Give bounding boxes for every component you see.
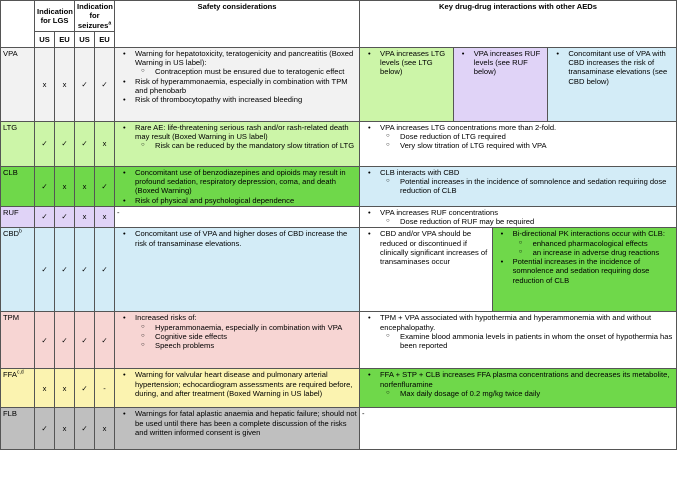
- sub-item: ○ Potential increases in the incidence of somnolence and sedation requiring dose reduction of CLB: [394, 177, 674, 196]
- safety-item: • Risk of hyperammonaemia, especially in combination with TPM and phenobarb: [129, 77, 357, 96]
- lgs-eu-mark: ✓: [55, 121, 75, 166]
- drug-name-cell: [1, 312, 35, 369]
- sub-list: [380, 132, 674, 151]
- ddi-item: • Concomitant use of VPA with CBD increases the risk of transaminase elevations (see CBD below): [562, 49, 674, 86]
- safety-list: [117, 370, 357, 398]
- seizures-eu-mark: ✓: [95, 312, 115, 369]
- safety-item: • Rare AE: life-threatening serious rash and/or rash-related death may result (Boxed Warning in US label) ○ Risk can be reduced by the mandatory slow titration of LTG: [129, 123, 357, 151]
- ddi-cell: [360, 47, 677, 121]
- seizures-eu-mark: x: [95, 121, 115, 166]
- safety-cell: [115, 206, 360, 228]
- seizures-us-mark: x: [75, 206, 95, 228]
- indication-seizures-header: [75, 1, 115, 32]
- ddi-dash: -: [362, 409, 365, 419]
- sub-item: ○ Risk can be reduced by the mandatory slow titration of LTG: [149, 141, 357, 150]
- sub-list: [135, 67, 357, 76]
- table-row: [1, 228, 677, 312]
- ddi-item: • VPA increases LTG concentrations more than 2-fold. ○ Dose reduction of LTG required ○ Very slow titration of LTG required with VPA: [374, 123, 674, 151]
- drug-name-sup: c,d: [16, 369, 24, 376]
- lgs-us-mark: ✓: [35, 312, 55, 369]
- lgs-eu-mark: x: [55, 166, 75, 206]
- table-row: [1, 408, 677, 450]
- ddi-part: [548, 48, 676, 121]
- safety-item: • Warning for hepatotoxicity, teratogenicity and pancreatitis (Boxed Warning in US label): ○ Contraception must be ensured due to teratogenic effect: [129, 49, 357, 77]
- sub-list: [380, 332, 674, 351]
- table-row: [1, 47, 677, 121]
- lgs-us-mark: ✓: [35, 166, 55, 206]
- sub-item: ○ Max daily dosage of 0.2 mg/kg twice daily: [394, 389, 674, 398]
- safety-cell: [115, 47, 360, 121]
- ddi-list: [362, 313, 674, 350]
- drug-name: CLB: [3, 167, 18, 177]
- seizures-us-header: US: [75, 31, 95, 47]
- sub-item: ○ Contraception must be ensured due to teratogenic effect: [149, 67, 357, 76]
- ddi-item: • VPA increases RUF levels (see RUF below): [468, 49, 546, 77]
- lgs-us-mark: x: [35, 47, 55, 121]
- seizures-eu-mark: x: [95, 206, 115, 228]
- ddi-item: • CLB interacts with CBD ○ Potential increases in the incidence of somnolence and sedation requiring dose reduction of CLB: [374, 168, 674, 196]
- seizures-eu-mark: ✓: [95, 228, 115, 312]
- ddi-part: [454, 48, 549, 121]
- lgs-us-mark: ✓: [35, 206, 55, 228]
- drug-name: FLB: [3, 409, 17, 419]
- lgs-eu-mark: ✓: [55, 206, 75, 228]
- lgs-eu-header: EU: [55, 31, 75, 47]
- seizures-eu-mark: x: [95, 408, 115, 450]
- ddi-list: [362, 208, 674, 227]
- ddi-cell: [360, 228, 677, 312]
- ddi-list: [362, 168, 674, 196]
- seizures-us-mark: ✓: [75, 121, 95, 166]
- drug-name-cell: [1, 408, 35, 450]
- safety-cell: [115, 121, 360, 166]
- sub-list: [380, 177, 674, 196]
- seizures-us-mark: ✓: [75, 47, 95, 121]
- lgs-us-mark: ✓: [35, 121, 55, 166]
- sub-list: [135, 141, 357, 150]
- empty-header-cell: [1, 1, 35, 48]
- safety-list: [117, 229, 357, 248]
- safety-list: [117, 49, 357, 105]
- seizures-us-mark: x: [75, 166, 95, 206]
- safety-list: [117, 409, 357, 437]
- ddi-part: [360, 228, 493, 311]
- ddi-part: [360, 48, 454, 121]
- ddi-cell: [360, 369, 677, 408]
- ddi-item: • TPM + VPA associated with hypothermia and hyperammonemia with and without encephalopathy. ○ Examine blood ammonia levels in patients in whom the onset of hypothermia has been reported: [374, 313, 674, 350]
- sub-item: ○ Cognitive side effects: [149, 332, 357, 341]
- ddi-item: • Bi-directional PK interactions occur with CLB: ○ enhanced pharmacological effects ○ an increase in adverse drug reactions: [507, 229, 674, 257]
- indication-seizures-sup: a: [108, 19, 112, 26]
- safety-item: • Increased risks of: ○ Hyperammonaemia, especially in combination with VPA ○ Cognitive side effects ○ Speech problems: [129, 313, 357, 350]
- indication-lgs-header: Indication for LGS: [35, 1, 75, 32]
- ddi-split: [360, 228, 676, 311]
- drug-name-cell: [1, 121, 35, 166]
- sub-item: ○ Hyperammonaemia, especially in combination with VPA: [149, 323, 357, 332]
- lgs-eu-mark: x: [55, 47, 75, 121]
- safety-cell: [115, 408, 360, 450]
- ddi-list: [362, 370, 674, 398]
- safety-list: [117, 168, 357, 205]
- drug-name-cell: [1, 369, 35, 408]
- safety-list: [117, 313, 357, 350]
- sub-item: ○ Speech problems: [149, 341, 357, 350]
- seizures-us-mark: ✓: [75, 312, 95, 369]
- drug-name-sup: b: [19, 228, 22, 235]
- sub-item: ○ Very slow titration of LTG required with VPA: [394, 141, 674, 150]
- drug-name-cell: [1, 47, 35, 121]
- safety-cell: [115, 166, 360, 206]
- lgs-us-header: US: [35, 31, 55, 47]
- ddi-cell: [360, 166, 677, 206]
- sub-item: ○ Examine blood ammonia levels in patients in whom the onset of hypothermia has been reported: [394, 332, 674, 351]
- table-row: [1, 121, 677, 166]
- ddi-item: • VPA increases LTG levels (see LTG below): [374, 49, 451, 77]
- drug-name: TPM: [3, 313, 20, 323]
- table-body: [1, 47, 677, 450]
- indication-seizures-text: Indication for seizures: [77, 2, 113, 30]
- sub-item: ○ Dose reduction of LTG required: [394, 132, 674, 141]
- seizures-us-mark: ✓: [75, 228, 95, 312]
- sub-list: [380, 217, 674, 226]
- lgs-us-mark: ✓: [35, 408, 55, 450]
- table-row: [1, 312, 677, 369]
- table-row: [1, 166, 677, 206]
- drug-name: CBD: [3, 229, 20, 239]
- ddi-list: [456, 49, 546, 77]
- safety-header: Safety considerations: [115, 1, 360, 48]
- seizures-eu-mark: -: [95, 369, 115, 408]
- table-row: [1, 206, 677, 228]
- ddi-cell: [360, 408, 677, 450]
- lgs-eu-mark: x: [55, 369, 75, 408]
- ddi-list: [550, 49, 674, 86]
- drug-name: FFA: [3, 370, 17, 380]
- ddi-list: [362, 123, 674, 151]
- ddi-part: [493, 228, 676, 311]
- safety-item: • Concomitant use of benzodiazepines and opioids may result in profound sedation, respiratory depression, coma, and death (Boxed Warning): [129, 168, 357, 196]
- ddi-item: • FFA + STP + CLB increases FFA plasma concentrations and decreases its metabolite, norfenfluramine ○ Max daily dosage of 0.2 mg/kg twice daily: [374, 370, 674, 398]
- sub-list: [380, 389, 674, 398]
- safety-dash: -: [117, 207, 120, 217]
- lgs-eu-mark: x: [55, 408, 75, 450]
- safety-cell: [115, 312, 360, 369]
- seizures-eu-header: EU: [95, 31, 115, 47]
- sub-item: ○ enhanced pharmacological effects: [527, 239, 674, 248]
- safety-cell: [115, 369, 360, 408]
- drug-name-cell: [1, 228, 35, 312]
- safety-item: • Warning for valvular heart disease and pulmonary arterial hypertension; echocardiogram assessments are required before, during, and after treatment (Boxed Warning in US label): [129, 370, 357, 398]
- ddi-cell: [360, 121, 677, 166]
- sub-list: [513, 239, 674, 258]
- safety-item: • Warnings for fatal aplastic anaemia and hepatic failure; should not be used until there has been a complete discussion of the risks and written informed consent is given: [129, 409, 357, 437]
- ddi-item: • Potential increases in the incidence of somnolence and sedation requiring dose reduction of CLB: [507, 257, 674, 285]
- lgs-eu-mark: ✓: [55, 228, 75, 312]
- seizures-us-mark: ✓: [75, 408, 95, 450]
- ddi-item: • CBD and/or VPA should be reduced or discontinued if clinically significant increases of transaminases occur: [374, 229, 490, 266]
- safety-list: [117, 123, 357, 151]
- ddi-split: [360, 48, 676, 121]
- table-row: [1, 369, 677, 408]
- safety-cell: [115, 228, 360, 312]
- sub-list: [135, 323, 357, 351]
- sub-item: ○ Dose reduction of RUF may be required: [394, 217, 674, 226]
- drug-name-cell: [1, 166, 35, 206]
- lgs-us-mark: x: [35, 369, 55, 408]
- ddi-header: Key drug-drug interactions with other AEDs: [360, 1, 677, 48]
- lgs-us-mark: ✓: [35, 228, 55, 312]
- drug-name-cell: [1, 206, 35, 228]
- safety-item: • Risk of thrombocytopathy with increased bleeding: [129, 95, 357, 104]
- lgs-eu-mark: ✓: [55, 312, 75, 369]
- sub-item: ○ an increase in adverse drug reactions: [527, 248, 674, 257]
- ddi-list: [362, 49, 451, 77]
- safety-item: • Concomitant use of VPA and higher doses of CBD increase the risk of transaminase elevations.: [129, 229, 357, 248]
- ddi-item: • VPA increases RUF concentrations ○ Dose reduction of RUF may be required: [374, 208, 674, 227]
- drug-name: LTG: [3, 122, 18, 132]
- ddi-cell: [360, 312, 677, 369]
- ddi-list: [362, 229, 490, 266]
- ddi-cell: [360, 206, 677, 228]
- drug-name: VPA: [3, 48, 18, 58]
- safety-item: • Risk of physical and psychological dependence: [129, 196, 357, 205]
- drug-name: RUF: [3, 207, 19, 217]
- seizures-eu-mark: ✓: [95, 47, 115, 121]
- seizures-us-mark: ✓: [75, 369, 95, 408]
- seizures-eu-mark: ✓: [95, 166, 115, 206]
- ddi-list: [495, 229, 674, 285]
